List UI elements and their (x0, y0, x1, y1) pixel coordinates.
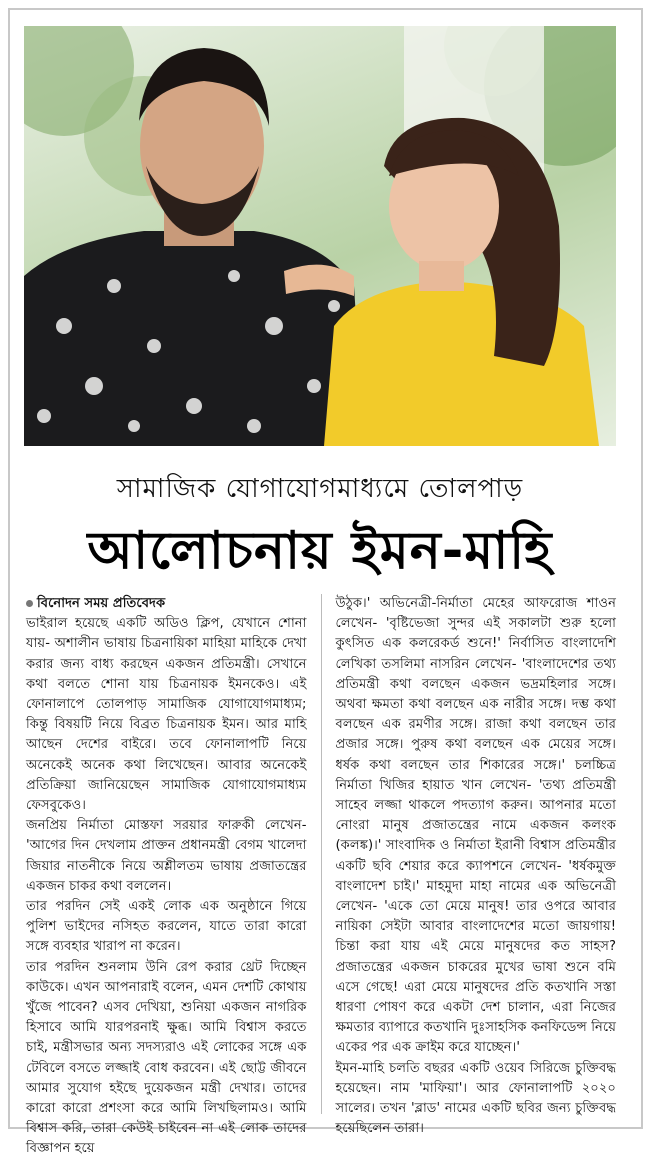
article-column-1 (26, 594, 307, 1157)
byline (26, 594, 307, 614)
article-headline: আলোচনায় ইমন-মাহি (87, 521, 553, 581)
byline-text: বিনোদন সময় প্রতিবেদক (37, 596, 166, 611)
bullet-icon (26, 600, 33, 607)
article-kicker: সামাজিক যোগাযোগমাধ্যমে তোলপাড় (116, 474, 524, 504)
article-body (26, 594, 616, 1157)
article-column-2 (335, 594, 617, 1137)
paragraph: ভাইরাল হয়েছে একটি অডিও ক্লিপ, যেখানে শোনা যায়- অশালীন ভাষায় চিত্রনায়িকা মাহিয়া মাহিকে দেখা করার জন্য বাধ্য করছেন একজন প্রতিমন্ত্রী। সেখানে কথা বলতে শোনা যায় চিত্রনায়ক ইমনকেও। এই ফোনালাপে তোলপাড় সামাজিক যোগাযোগমাধ্যম; কিন্তু বিষয়টি নিয়ে বিব্রত চিত্রনায়ক ইমন। আর মাহি আছেন দেশের বাইরে। তবে ফোনালাপটি নিয়ে অনেকেই অনেক কথা লিখেছেন। আবার অনেকেই প্রতিক্রিয়া জানিয়েছেন সামাজিক যোগাযোগমাধ্যম ফেসবুকেও। (26, 616, 307, 814)
paragraph: ইমন-মাহি চলতি বছরর একটি ওয়েব সিরিজে চুক্তিবদ্ধ হয়েছেন। নাম 'মাফিয়া'। আর ফোনালাপটি ২০২০ সালের। তখন 'ব্লাড' নামের একটি ছবির জন্য চুক্তিবদ্ধ হয়েছিলেন তারা। (335, 1060, 616, 1137)
paragraph: তার পরদিন সেই একই লোক এক অনুষ্ঠানে গিয়ে পুলিশ ভাইদের নসিহত করলেন, যাতে তারা কারো সঙ্গে ব্যবহার খারাপ না করেন। (26, 899, 307, 955)
article-photo (24, 26, 616, 446)
paragraph: তার পরদিন শুনলাম উনি রেপ করার থ্রেট দিচ্ছেন কাউকে। এখন আপনারাই বলেন, এমন দেশটি কোথায় খুঁজে পাবেন? এসব দেখিয়া, শুনিয়া একজন নাগরিক হিসাবে আমি যারপরনাই ক্ষুব্ধ। আমি বিশ্বাস করতে চাই, মন্ত্রীসভার অন্য সদস্যরাও এই লোকের সঙ্গে এক টেবিলে বসতে লজ্জাই বোধ করবেন। এই ছোট্ট জীবনে আমার সুযোগ হইছে দুয়েকজন মন্ত্রী দেখার। তাদের কারো কারো প্রশংসা করে আমি লিখছিলামও। আমি বিশ্বাস করি, তারা কেউই চাইবেন না এই লোক তাদের বিজ্ঞাপন হয়ে (26, 959, 307, 1157)
column-divider (321, 594, 322, 1114)
photo-illustration (24, 26, 616, 446)
paragraph: উঠুক।' অভিনেত্রী-নির্মাতা মেহের আফরোজ শাওন লেখেন- 'বৃষ্টিভেজা সুন্দর এই সকালটা শুরু হলো কুৎসিত এক কলরেকর্ড শুনে!' নির্বাসিত বাংলাদেশি লেখিকা তসলিমা নাসরিন লেখেন- 'বাংলাদেশের তথ্য প্রতিমন্ত্রী কথা বলছেন একজন ভদ্রমহিলার সঙ্গে। অথবা ক্ষমতা কথা বলছেন এক নারীর সঙ্গে। দম্ভ কথা বলছেন এক রমণীর সঙ্গে। রাজা কথা বলছেন তার প্রজার সঙ্গে। পুরুষ কথা বলছেন এক মেয়ের সঙ্গে। ধর্ষক কথা বলছেন তার শিকারের সঙ্গে।' চলচ্চিত্র নির্মাতা খিজির হায়াত খান লেখেন- 'তথ্য প্রতিমন্ত্রী সাহেব লজ্জা থাকলে পদত্যাগ করুন। আপনার মতো নোংরা মানুষ প্রজাতন্ত্রের নামে একজন কলংক (কলঙ্ক)।' সাংবাদিক ও নির্মাতা ইরানী বিশ্বাস প্রতিমন্ত্রীর একটি ছবি শেয়ার করে ক্যাপশনে লেখেন- 'ধর্ষকমুক্ত বাংলাদেশ চাই।' মাহমুদা মাহা নামের এক অভিনেত্রী লেখেন- 'একে তো মেয়ে মানুষ! তার ওপরে আবার নায়িকা সেইটা আবার বাংলাদেশের মতো জায়গায়! চিন্তা করা যায় এই মেয়ে মানুষদের কত সাহস? প্রজাতন্ত্রের একজন চাকরের মুখের ভাষা শুনে বমি এসে গেছে! এরা মেয়ে মানুষদের প্রতি কতখানি সস্তা ধারণা পোষণ করে একটা দেশ চালান, এরা নিজের ক্ষমতার ব্যাপারে কতখানি দুঃসাহসিক কনফিডেন্স নিয়ে একের পর এক ক্রাইম করে যাচ্ছেন।' (335, 596, 616, 1056)
paragraph: জনপ্রিয় নির্মাতা মোস্তফা সরয়ার ফারুকী লেখেন- 'আগের দিন দেখলাম প্রাক্তন প্রধানমন্ত্রী বেগম খালেদা জিয়ার নাতনীকে নিয়ে অশ্লীলতম ভাষায় প্রজাতন্ত্রের একজন চাকর কথা বললেন। (26, 818, 307, 894)
